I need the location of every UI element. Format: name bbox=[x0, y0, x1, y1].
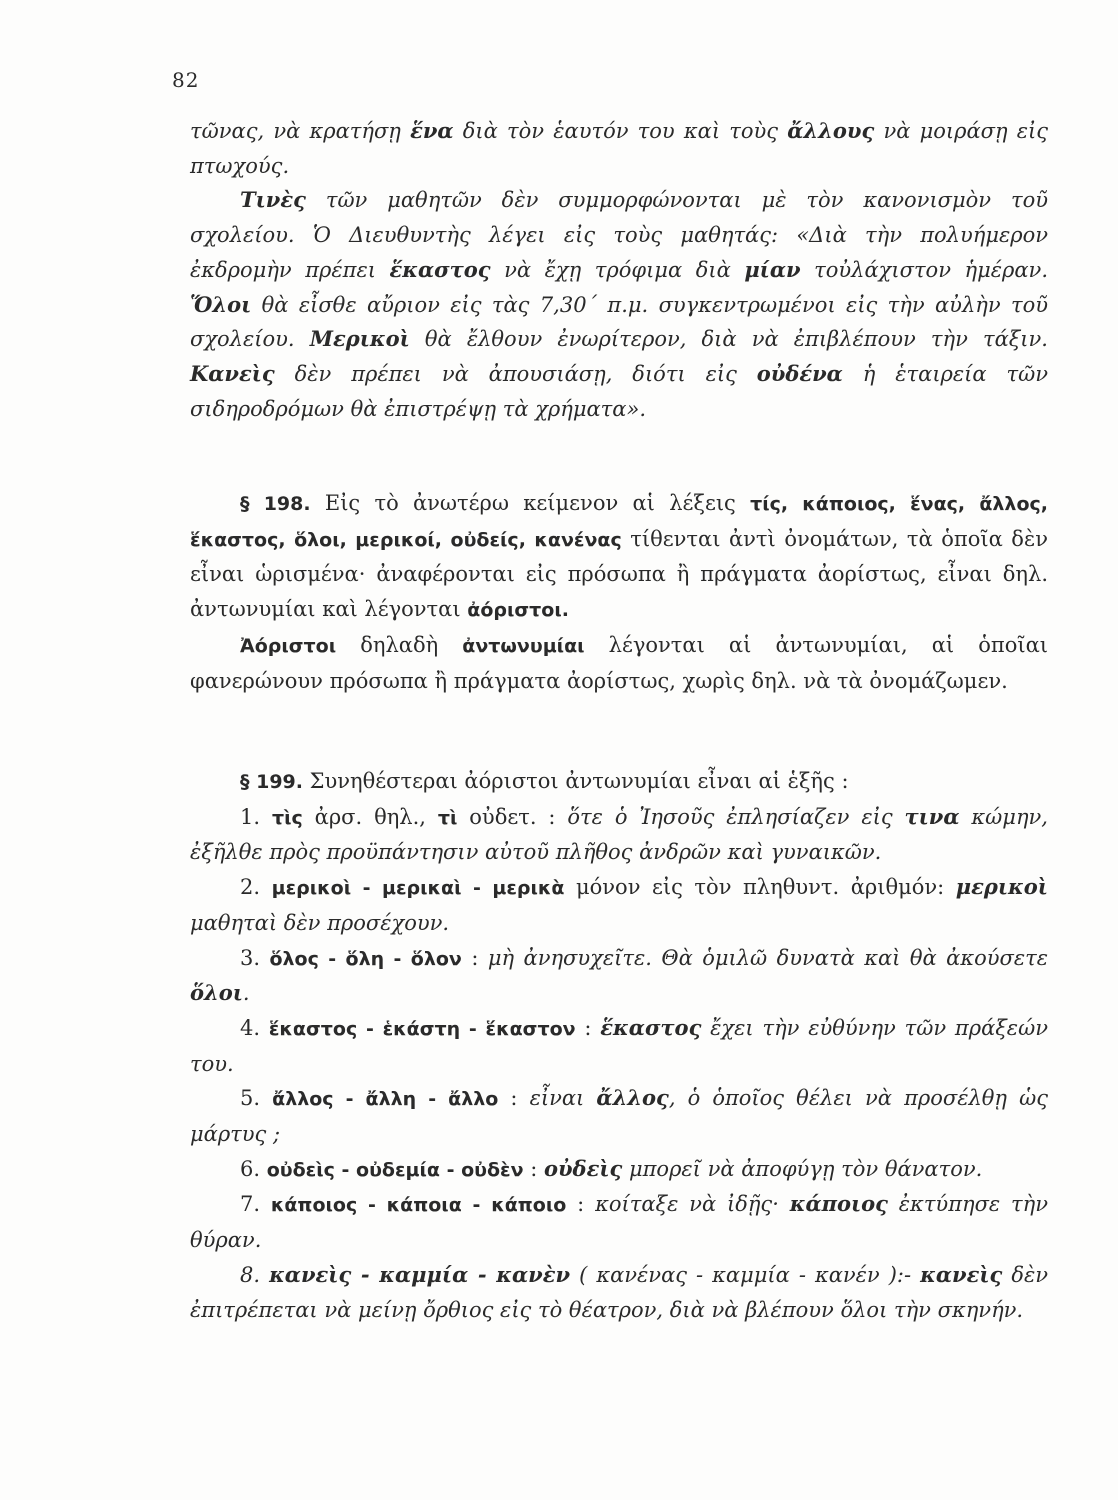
term-highlight: ἀντωνυμίαι bbox=[462, 634, 585, 657]
example-text: ὅτε ὁ Ἰησοῦς ἐπλησίαζεν εἰς bbox=[567, 804, 905, 829]
item-number: 2. bbox=[240, 875, 272, 900]
intro-paragraph-2 bbox=[190, 183, 1048, 426]
text-run: : bbox=[498, 1086, 530, 1111]
text-run: : bbox=[575, 1015, 601, 1040]
pronoun-highlight: Μερικοὶ bbox=[309, 326, 410, 352]
example-text: . bbox=[242, 981, 250, 1006]
pronoun-forms: κάποιος - κάποια - κάποιο bbox=[270, 1194, 567, 1217]
text-run: : bbox=[461, 945, 488, 970]
text-run: ( bbox=[570, 1262, 597, 1287]
example-pronoun: οὐδεὶς bbox=[543, 1155, 623, 1181]
text-run: τίθενται ἀντὶ ὀνομάτων, τὰ ὁποῖα δὲν εἶναι ὡρισμένα· ἀναφέρονται εἰς πρόσωπα ἢ πράγματα ἀορίστως, εἶναι δηλ. ἀντωνυμίαι καὶ λέγονται bbox=[190, 526, 1048, 622]
text-run: διὰ τὸν ἑαυτόν του καὶ τοὺς bbox=[453, 119, 788, 143]
item-number: 7. bbox=[240, 1192, 271, 1217]
example-pronoun: κανεὶς bbox=[920, 1261, 1003, 1287]
text-run: νὰ ἔχῃ τρόφιμα διὰ bbox=[490, 257, 745, 282]
example-text: κανένας - καμμία - κανέν bbox=[596, 1262, 880, 1287]
text-run: νὰ μοιράσῃ εἰς πτωχούς. bbox=[190, 119, 1049, 178]
example-text: κοίταξε νὰ ἰδῇς· bbox=[595, 1192, 790, 1217]
example-text: ἔχει τὴν εὐθύνην τῶν πράξεών του. bbox=[190, 1015, 1048, 1076]
example-text: μὴ ἀνησυχεῖτε. Θὰ ὁμιλῶ δυνατὰ καὶ θὰ ἀκούσετε bbox=[487, 945, 1048, 970]
item-number: 1. bbox=[240, 804, 272, 829]
item-number: 4. bbox=[240, 1015, 269, 1040]
pronoun-forms: τὶς bbox=[271, 806, 303, 829]
example-text: δὲν ἐπιτρέπεται νὰ μείνῃ ὄρθιος εἰς τὸ θέατρον, διὰ νὰ βλέπουν ὅλοι τὴν σκηνήν. bbox=[190, 1262, 1048, 1322]
text-run: Συνηθέστεραι ἀόριστοι ἀντωνυμίαι εἶναι αἱ ἑξῆς : bbox=[303, 769, 849, 793]
pronoun-highlight: ἄλλους bbox=[787, 118, 875, 143]
text-run: τοὐλάχιστον ἡμέραν. bbox=[800, 257, 1048, 282]
text-run: : bbox=[566, 1192, 596, 1217]
pronoun-forms: μερικοὶ - μερικαὶ - μερικὰ bbox=[271, 877, 565, 900]
pronoun-forms: ἕκαστος - ἑκάστη - ἕκαστον bbox=[268, 1017, 576, 1040]
intro-paragraph-1 bbox=[190, 114, 1048, 183]
pronoun-highlight: ἕκαστος bbox=[389, 256, 491, 282]
pronoun-forms: ὅλος - ὅλη - ὅλον bbox=[269, 947, 462, 970]
definition-paragraph bbox=[190, 628, 1048, 698]
example-pronoun: ἄλλος bbox=[596, 1085, 669, 1111]
text-run: ἡ ἑταιρεία τῶν σιδηροδρόμων θὰ ἐπιστρέψῃ τὰ χρήματα». bbox=[190, 361, 1048, 421]
pronoun-highlight: μίαν bbox=[744, 256, 801, 282]
pronoun-forms: ἄλλος - ἄλλη - ἄλλο bbox=[272, 1088, 499, 1111]
list-item bbox=[190, 941, 1048, 1011]
section-198 bbox=[190, 486, 1048, 698]
example-pronoun: κάποιος bbox=[789, 1191, 888, 1217]
pronoun-highlight: Τινὲς bbox=[240, 187, 306, 213]
example-text: , ὁ ὁποῖος θέλει νὰ προσέλθῃ ὡς μάρτυς ; bbox=[190, 1086, 1048, 1147]
section-number: § 198. bbox=[240, 493, 311, 515]
example-text: μαθηταὶ δὲν προσέχουν. bbox=[190, 910, 450, 935]
term-highlight: Ἀόριστοι bbox=[240, 634, 337, 657]
text-run: : bbox=[523, 1156, 544, 1181]
list-item bbox=[190, 1258, 1048, 1327]
example-text: εἶναι bbox=[529, 1086, 597, 1111]
pronoun-highlight: ἕνα bbox=[410, 118, 454, 143]
term-highlight: ἀόριστοι. bbox=[467, 599, 569, 622]
list-item bbox=[190, 1187, 1048, 1257]
text-run: ):- bbox=[879, 1262, 921, 1287]
text-run: θὰ εἶσθε αὔριον εἰς τὰς 7,30΄ π.μ. συγκεντρωμένοι εἰς τὴν αὐλὴν τοῦ σχολείου. bbox=[190, 292, 1048, 352]
section-number: § 199. bbox=[240, 771, 303, 793]
example-pronoun: ἕκαστος bbox=[600, 1014, 702, 1040]
pronoun-forms: τὶ bbox=[437, 806, 458, 829]
item-number: 6. bbox=[240, 1156, 267, 1181]
list-item bbox=[190, 870, 1048, 940]
text-run: τῶν μαθητῶν δὲν συμμορφώνονται μὲ τὸν κανονισμὸν τοῦ σχολείου. Ὁ Διευθυντὴς λέγει εἰς τοὺς μαθητάς: «Διὰ τὴν πολυήμερον ἐκδρομὴν πρέπει bbox=[190, 188, 1048, 282]
list-item bbox=[190, 800, 1048, 870]
pronoun-forms: οὐδεὶς - οὐδεμία - οὐδὲν bbox=[266, 1158, 524, 1181]
text-run: δὲν πρέπει νὰ ἀπουσιάσῃ, διότι εἰς bbox=[274, 361, 757, 386]
item-number: 5. bbox=[240, 1086, 273, 1111]
section-199-intro bbox=[190, 764, 1048, 800]
intro-text bbox=[190, 114, 1048, 426]
pronoun-forms: κανεὶς - καμμία - κανὲν bbox=[269, 1261, 571, 1287]
example-pronoun: τινα bbox=[904, 803, 960, 829]
text-run: ἀρσ. θηλ., bbox=[302, 804, 438, 829]
list-item bbox=[190, 1152, 1048, 1188]
list-item bbox=[190, 1081, 1048, 1151]
section-198-paragraph bbox=[190, 486, 1048, 628]
pronoun-highlight: Κανεὶς bbox=[190, 360, 275, 386]
text-run: τῶνας, νὰ κρατήσῃ bbox=[190, 119, 411, 143]
pronoun-highlight: οὐδένα bbox=[756, 360, 843, 386]
example-text: ἐκτύπησε τὴν θύραν. bbox=[190, 1192, 1048, 1253]
text-run: λέγονται αἱ ἀντωνυμίαι, αἱ ὁποῖαι φανερώνουν πρόσωπα ἢ πράγματα ἀορίστως, χωρὶς δηλ. νὰ τὰ ὀνομάζωμεν. bbox=[190, 632, 1048, 693]
item-number: 3. bbox=[240, 945, 270, 970]
text-run: θὰ ἔλθουν ἐνωρίτερον, διὰ νὰ ἐπιβλέπουν τὴν τάξιν. bbox=[409, 327, 1048, 352]
example-text: μπορεῖ νὰ ἀποφύγῃ τὸν θάνατον. bbox=[622, 1156, 983, 1181]
example-pronoun: ὅλοι bbox=[190, 980, 243, 1006]
list-item bbox=[190, 1011, 1048, 1081]
section-199 bbox=[190, 764, 1048, 1327]
pronoun-highlight: Ὅλοι bbox=[190, 291, 252, 317]
text-run: δηλαδὴ bbox=[336, 632, 463, 657]
example-pronoun: μερικοὶ bbox=[955, 874, 1048, 900]
text-run: Εἰς τὸ ἀνωτέρω κείμενον αἱ λέξεις bbox=[310, 491, 751, 515]
text-run: οὐδετ. : bbox=[457, 804, 568, 829]
page-number: 82 bbox=[172, 68, 200, 92]
pronoun-list: τίς, κάποιος, ἕνας, ἄλλος, ἕκαστος, ὅλοι, μερικοί, οὐδείς, κανένας bbox=[190, 493, 1048, 551]
item-number: 8. bbox=[240, 1262, 270, 1287]
text-run: μόνον εἰς τὸν πληθυντ. ἀριθμόν: bbox=[564, 875, 956, 900]
example-text: κώμην, ἐξῆλθε πρὸς προϋπάντησιν αὐτοῦ πλῆθος ἀνδρῶν καὶ γυναικῶν. bbox=[190, 804, 1048, 865]
